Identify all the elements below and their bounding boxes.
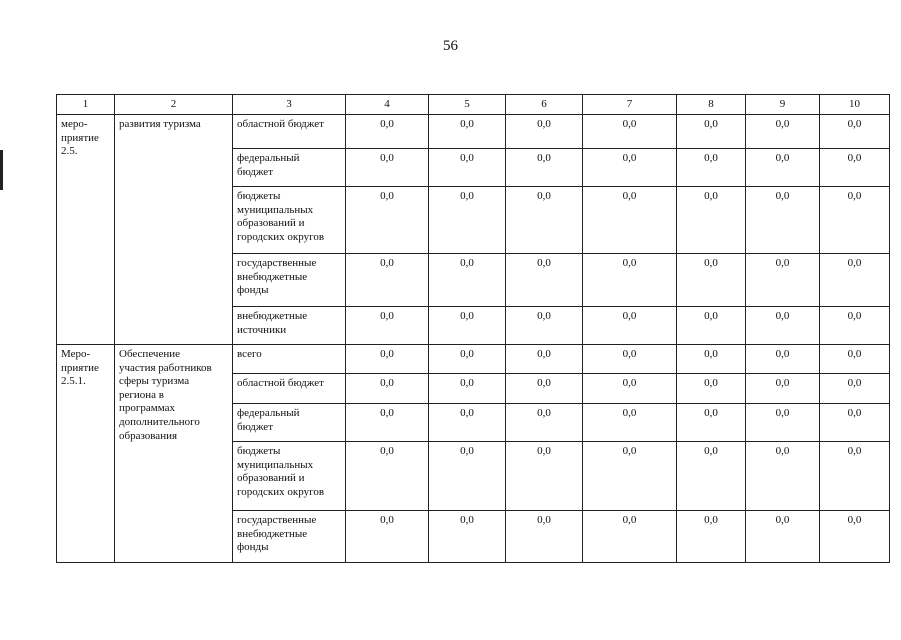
value-cell: 0,0 <box>429 187 506 254</box>
value-cell: 0,0 <box>506 442 583 511</box>
funding-source-cell: бюджеты муниципальных образований и городских округов <box>233 187 346 254</box>
header-row <box>57 95 890 115</box>
budget-table <box>56 94 890 563</box>
value-cell: 0,0 <box>820 187 890 254</box>
value-cell: 0,0 <box>506 374 583 404</box>
value-cell: 0,0 <box>746 511 820 563</box>
value-cell: 0,0 <box>506 511 583 563</box>
value-cell: 0,0 <box>583 307 677 345</box>
header-cell: 4 <box>346 95 429 115</box>
table-row <box>57 115 890 149</box>
funding-source-cell: федеральный бюджет <box>233 149 346 187</box>
value-cell: 0,0 <box>506 307 583 345</box>
value-cell: 0,0 <box>346 511 429 563</box>
header-cell: 10 <box>820 95 890 115</box>
value-cell: 0,0 <box>346 404 429 442</box>
value-cell: 0,0 <box>820 374 890 404</box>
value-cell: 0,0 <box>583 442 677 511</box>
value-cell: 0,0 <box>346 307 429 345</box>
value-cell: 0,0 <box>429 345 506 374</box>
header-cell: 7 <box>583 95 677 115</box>
measure-name-cell: Обеспечение участия работников сферы туризма региона в программах дополнительного образования <box>115 345 233 563</box>
value-cell: 0,0 <box>746 404 820 442</box>
value-cell: 0,0 <box>677 442 746 511</box>
table-row <box>57 345 890 374</box>
value-cell: 0,0 <box>506 404 583 442</box>
measure-cell: меро- приятие 2.5. <box>57 115 115 345</box>
value-cell: 0,0 <box>583 254 677 307</box>
funding-source-cell: федеральный бюджет <box>233 404 346 442</box>
value-cell: 0,0 <box>429 374 506 404</box>
value-cell: 0,0 <box>677 149 746 187</box>
funding-source-cell: внебюджетные источники <box>233 307 346 345</box>
value-cell: 0,0 <box>677 374 746 404</box>
value-cell: 0,0 <box>429 307 506 345</box>
value-cell: 0,0 <box>346 149 429 187</box>
value-cell: 0,0 <box>820 511 890 563</box>
value-cell: 0,0 <box>746 374 820 404</box>
measure-name-cell: развития туризма <box>115 115 233 345</box>
value-cell: 0,0 <box>677 307 746 345</box>
value-cell: 0,0 <box>583 404 677 442</box>
page-number: 56 <box>443 38 458 54</box>
value-cell: 0,0 <box>820 404 890 442</box>
header-cell: 8 <box>677 95 746 115</box>
value-cell: 0,0 <box>820 345 890 374</box>
value-cell: 0,0 <box>746 115 820 149</box>
value-cell: 0,0 <box>429 404 506 442</box>
value-cell: 0,0 <box>583 374 677 404</box>
value-cell: 0,0 <box>346 442 429 511</box>
funding-source-cell: областной бюджет <box>233 374 346 404</box>
value-cell: 0,0 <box>677 187 746 254</box>
value-cell: 0,0 <box>746 345 820 374</box>
value-cell: 0,0 <box>820 442 890 511</box>
value-cell: 0,0 <box>677 254 746 307</box>
scan-edge-mark <box>0 150 3 190</box>
header-cell: 6 <box>506 95 583 115</box>
value-cell: 0,0 <box>506 254 583 307</box>
value-cell: 0,0 <box>583 149 677 187</box>
funding-source-cell: всего <box>233 345 346 374</box>
funding-source-cell: государственные внебюджетные фонды <box>233 511 346 563</box>
value-cell: 0,0 <box>346 187 429 254</box>
value-cell: 0,0 <box>677 511 746 563</box>
value-cell: 0,0 <box>746 254 820 307</box>
value-cell: 0,0 <box>820 254 890 307</box>
header-cell: 3 <box>233 95 346 115</box>
value-cell: 0,0 <box>583 115 677 149</box>
funding-source-cell: областной бюджет <box>233 115 346 149</box>
value-cell: 0,0 <box>346 115 429 149</box>
value-cell: 0,0 <box>677 115 746 149</box>
value-cell: 0,0 <box>429 115 506 149</box>
value-cell: 0,0 <box>429 149 506 187</box>
value-cell: 0,0 <box>820 307 890 345</box>
value-cell: 0,0 <box>746 307 820 345</box>
header-cell: 9 <box>746 95 820 115</box>
value-cell: 0,0 <box>677 404 746 442</box>
value-cell: 0,0 <box>346 345 429 374</box>
value-cell: 0,0 <box>506 149 583 187</box>
value-cell: 0,0 <box>677 345 746 374</box>
value-cell: 0,0 <box>820 149 890 187</box>
measure-cell: Меро- приятие 2.5.1. <box>57 345 115 563</box>
value-cell: 0,0 <box>506 187 583 254</box>
value-cell: 0,0 <box>429 254 506 307</box>
value-cell: 0,0 <box>746 442 820 511</box>
value-cell: 0,0 <box>506 115 583 149</box>
value-cell: 0,0 <box>346 374 429 404</box>
header-cell: 1 <box>57 95 115 115</box>
value-cell: 0,0 <box>429 442 506 511</box>
value-cell: 0,0 <box>583 187 677 254</box>
value-cell: 0,0 <box>506 345 583 374</box>
table-body <box>57 115 890 563</box>
value-cell: 0,0 <box>429 511 506 563</box>
value-cell: 0,0 <box>583 345 677 374</box>
funding-source-cell: бюджеты муниципальных образований и городских округов <box>233 442 346 511</box>
value-cell: 0,0 <box>746 187 820 254</box>
header-cell: 5 <box>429 95 506 115</box>
value-cell: 0,0 <box>820 115 890 149</box>
value-cell: 0,0 <box>346 254 429 307</box>
funding-source-cell: государственные внебюджетные фонды <box>233 254 346 307</box>
header-cell: 2 <box>115 95 233 115</box>
value-cell: 0,0 <box>746 149 820 187</box>
value-cell: 0,0 <box>583 511 677 563</box>
